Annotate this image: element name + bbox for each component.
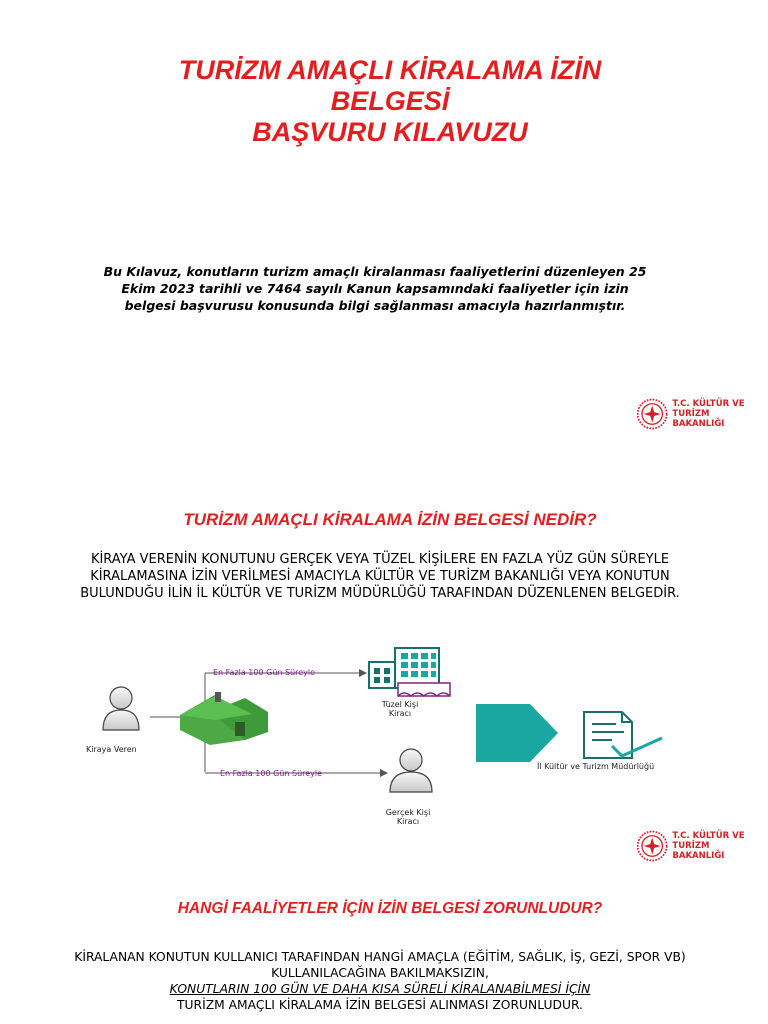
directorate-label: İl Kültür ve Turizm Müdürlüğü (537, 762, 655, 771)
document-check-icon (584, 712, 662, 758)
section1-line-1: KİRAYA VERENİN KONUTUNU GERÇEK VEYA TÜZEL KİŞİLERE EN FAZLA YÜZ GÜN SÜREYLE (90, 552, 670, 567)
logo-line-1: T.C. KÜLTÜR VE TURİZM (672, 399, 745, 419)
ministry-logo (636, 395, 768, 433)
section1-line-2: KİRALAMASINA İZİN VERİLMESİ AMACIYLA KÜLTÜR VE TURİZM BAKANLIĞI VEYA KONUTUN (90, 569, 670, 584)
ministry-emblem-icon (636, 395, 668, 433)
section1-heading: TURİZM AMAÇLI KİRALAMA İZİN BELGESİ NEDİR? (183, 510, 597, 529)
title-line-3: BAŞVURU KILAVUZU (252, 117, 528, 147)
legal-tenant-label (380, 700, 420, 718)
title-line-2: BELGESİ (330, 86, 450, 116)
intro-line-3: belgesi başvurusu konusunda bilgi sağlanması amacıyla hazırlanmıştır. (124, 298, 626, 313)
logo2-line-1: T.C. KÜLTÜR VE TURİZM (672, 831, 745, 851)
section2-paragraph (30, 949, 730, 1013)
ministry-emblem-icon (636, 827, 668, 865)
arrow-label-top: En Fazla 100 Gün Süreyle (213, 668, 316, 677)
logo2-line-2: BAKANLIĞI (672, 851, 725, 861)
real-tenant-line-1: Gerçek Kişi (385, 808, 431, 817)
real-tenant-label (378, 808, 438, 826)
arrow-label-bottom: En Fazla 100 Gün Süreyle (220, 769, 323, 778)
section2-line-1: KİRALANAN KONUTUN KULLANICI TARAFINDAN HANGİ AMAÇLA (EĞİTİM, SAĞLIK, İŞ, GEZİ, SPOR VB) (74, 950, 686, 964)
section2-line-2: KULLANILACAĞINA BAKILMAKSIZIN, (271, 966, 489, 980)
real-tenant-line-2: Kiracı (396, 817, 420, 826)
flow-arrow-icon (476, 704, 558, 762)
section2-line-3: KONUTLARIN 100 GÜN VE DAHA KISA SÜRELİ KİRALANABİLMESİ İÇİN (169, 982, 591, 996)
section1-line-3: BULUNDUĞU İLİN İL KÜLTÜR VE TURİZM MÜDÜRLÜĞÜ TARAFINDAN DÜZENLENEN BELGEDİR. (80, 586, 680, 601)
section2-line-4: TURİZM AMAÇLI KİRALAMA İZİN BELGESİ ALINMASI ZORUNLUDUR. (177, 998, 583, 1012)
landlord-person-icon (103, 687, 139, 730)
logo-line-2: BAKANLIĞI (672, 419, 725, 429)
house-icon (180, 692, 268, 745)
building-icon (369, 648, 450, 696)
intro-line-1: Bu Kılavuz, konutların turizm amaçlı kiralanması faaliyetlerini düzenleyen 25 (103, 264, 647, 279)
section2-heading: HANGİ FAALİYETLER İÇİN İZİN BELGESİ ZORUNLUDUR? (177, 900, 603, 917)
legal-tenant-line-1: Tüzel Kişi (381, 700, 419, 709)
section1-paragraph (30, 551, 730, 602)
page-title (100, 55, 680, 148)
tenant-person-icon (390, 749, 432, 792)
title-line-1: TURİZM AMAÇLI KİRALAMA İZİN (178, 55, 602, 85)
intro-text (100, 263, 650, 314)
legal-tenant-line-2: Kiracı (388, 709, 412, 718)
intro-line-2: Ekim 2023 tarihli ve 7464 sayılı Kanun kapsamındaki faaliyetler için izin (121, 281, 629, 296)
landlord-label: Kiraya Veren (86, 745, 137, 754)
ministry-logo-2 (636, 827, 768, 865)
